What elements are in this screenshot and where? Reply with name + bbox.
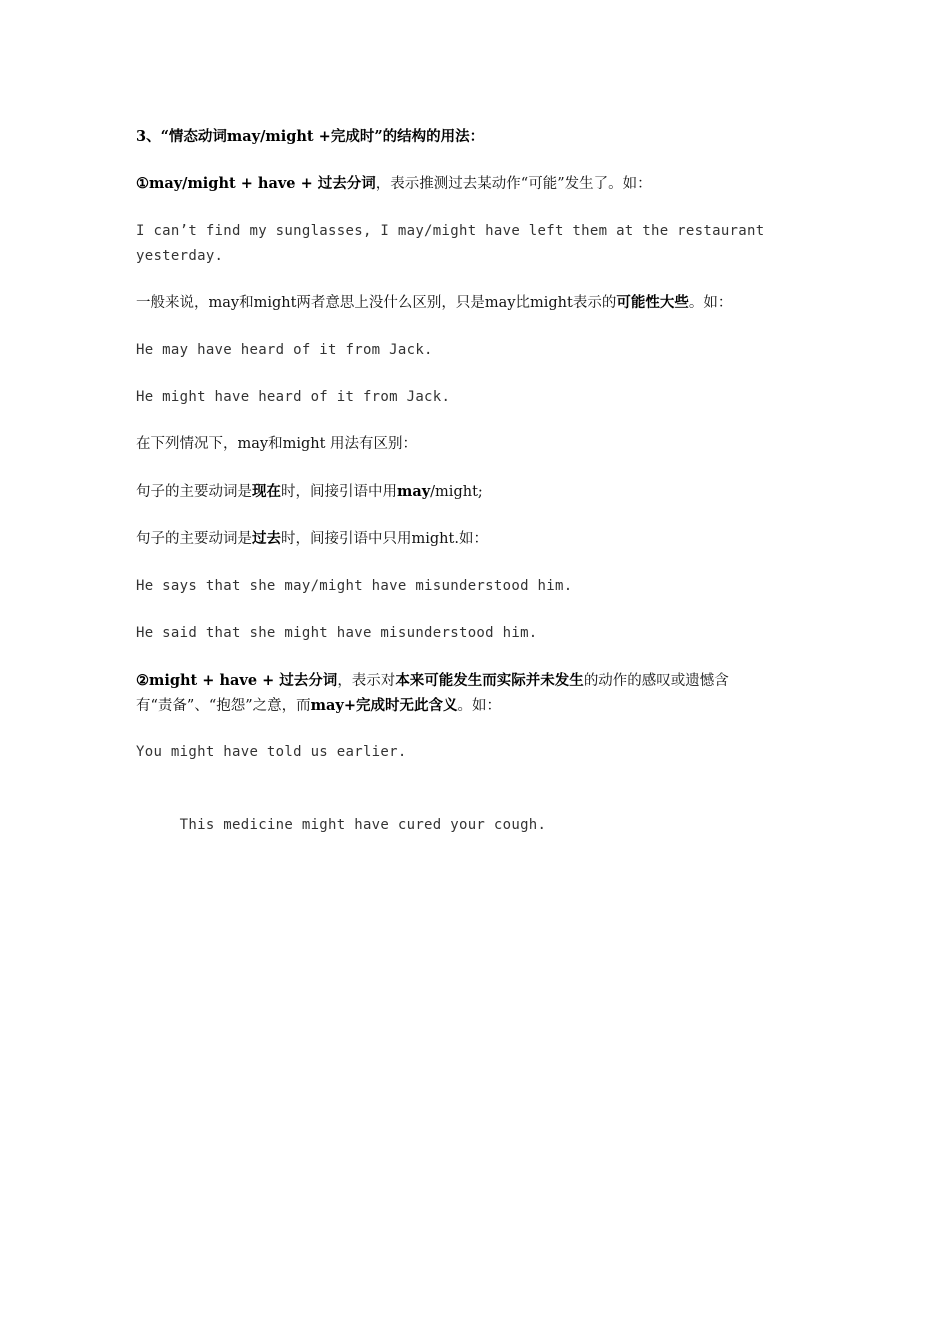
- may-might-comparison: [136, 290, 816, 316]
- example-5-text: He said that she might have misunderstood him.: [136, 625, 538, 641]
- present-rule-emphasis: 现在: [252, 483, 281, 500]
- past-tense-rule: [136, 526, 816, 552]
- present-rule-may: may: [397, 483, 431, 500]
- rule-2-emphasis: 本来可能发生而实际并未发生: [395, 672, 584, 689]
- rule-1-paragraph: [136, 171, 816, 197]
- example-1-text-b: yesterday.: [136, 248, 224, 264]
- example-6-text: You might have told us earlier.: [136, 744, 407, 760]
- example-2: [136, 338, 816, 363]
- comparison-text-b: 。如：: [688, 295, 733, 311]
- comparison-emphasis: 可能性大些: [616, 294, 689, 311]
- rule-2-text-b: 的动作的感叹或遗憾含: [583, 673, 729, 689]
- past-rule-text-b: 时，间接引语中只用might.如：: [281, 531, 488, 547]
- example-2-text: He may have heard of it from Jack.: [136, 342, 433, 358]
- rule-2-formula: ②might + have + 过去分词: [136, 672, 338, 689]
- example-3-text: He might have heard of it from Jack.: [136, 389, 451, 405]
- rule-1-formula: ①may/might + have + 过去分词: [136, 175, 376, 192]
- example-4-text: He says that she may/might have misunderstood him.: [136, 578, 573, 594]
- difference-intro: [136, 432, 816, 457]
- rule-2-paragraph-line-2: [136, 693, 816, 719]
- rule-2-text-d: 。如：: [457, 698, 501, 714]
- example-1-line-2: [136, 244, 816, 269]
- example-1-text-a: I can’t find my sunglasses, I may/might have left them at the restaurant: [136, 223, 765, 239]
- section-heading-text: 3、“情态动词may/might +完成时”的结构的用法：: [136, 128, 485, 145]
- rule-2-contrast: may+完成时无此含义: [310, 697, 458, 714]
- comparison-text-a: 一般来说，may和might两者意思上没什么区别，只是may比might表示的: [136, 295, 617, 311]
- example-7-text: This medicine might have cured your cough.: [170, 817, 547, 833]
- rule-2-text-c: 有“责备”、“抱怨”之意，而: [136, 698, 311, 714]
- rule-2-paragraph-line-1: [136, 668, 816, 694]
- present-rule-text-a: 句子的主要动词是: [136, 484, 252, 500]
- present-rule-text-c: /might;: [430, 484, 483, 500]
- past-rule-text-a: 句子的主要动词是: [136, 531, 252, 547]
- section-heading: [136, 124, 816, 149]
- present-rule-text-b: 时，间接引语中用: [281, 484, 397, 500]
- rule-2-text-a: ，表示对: [337, 673, 396, 689]
- example-7: [136, 788, 816, 863]
- example-6: [136, 740, 816, 765]
- difference-intro-text: 在下列情况下，may和might 用法有区别：: [136, 436, 418, 452]
- example-3: [136, 385, 816, 410]
- example-1-line-1: [136, 219, 816, 244]
- present-tense-rule: [136, 479, 816, 505]
- rule-1-explanation: ，表示推测过去某动作“可能”发生了。如：: [375, 176, 652, 192]
- past-rule-emphasis: 过去: [252, 530, 281, 547]
- example-4: [136, 574, 816, 599]
- example-5: [136, 621, 816, 646]
